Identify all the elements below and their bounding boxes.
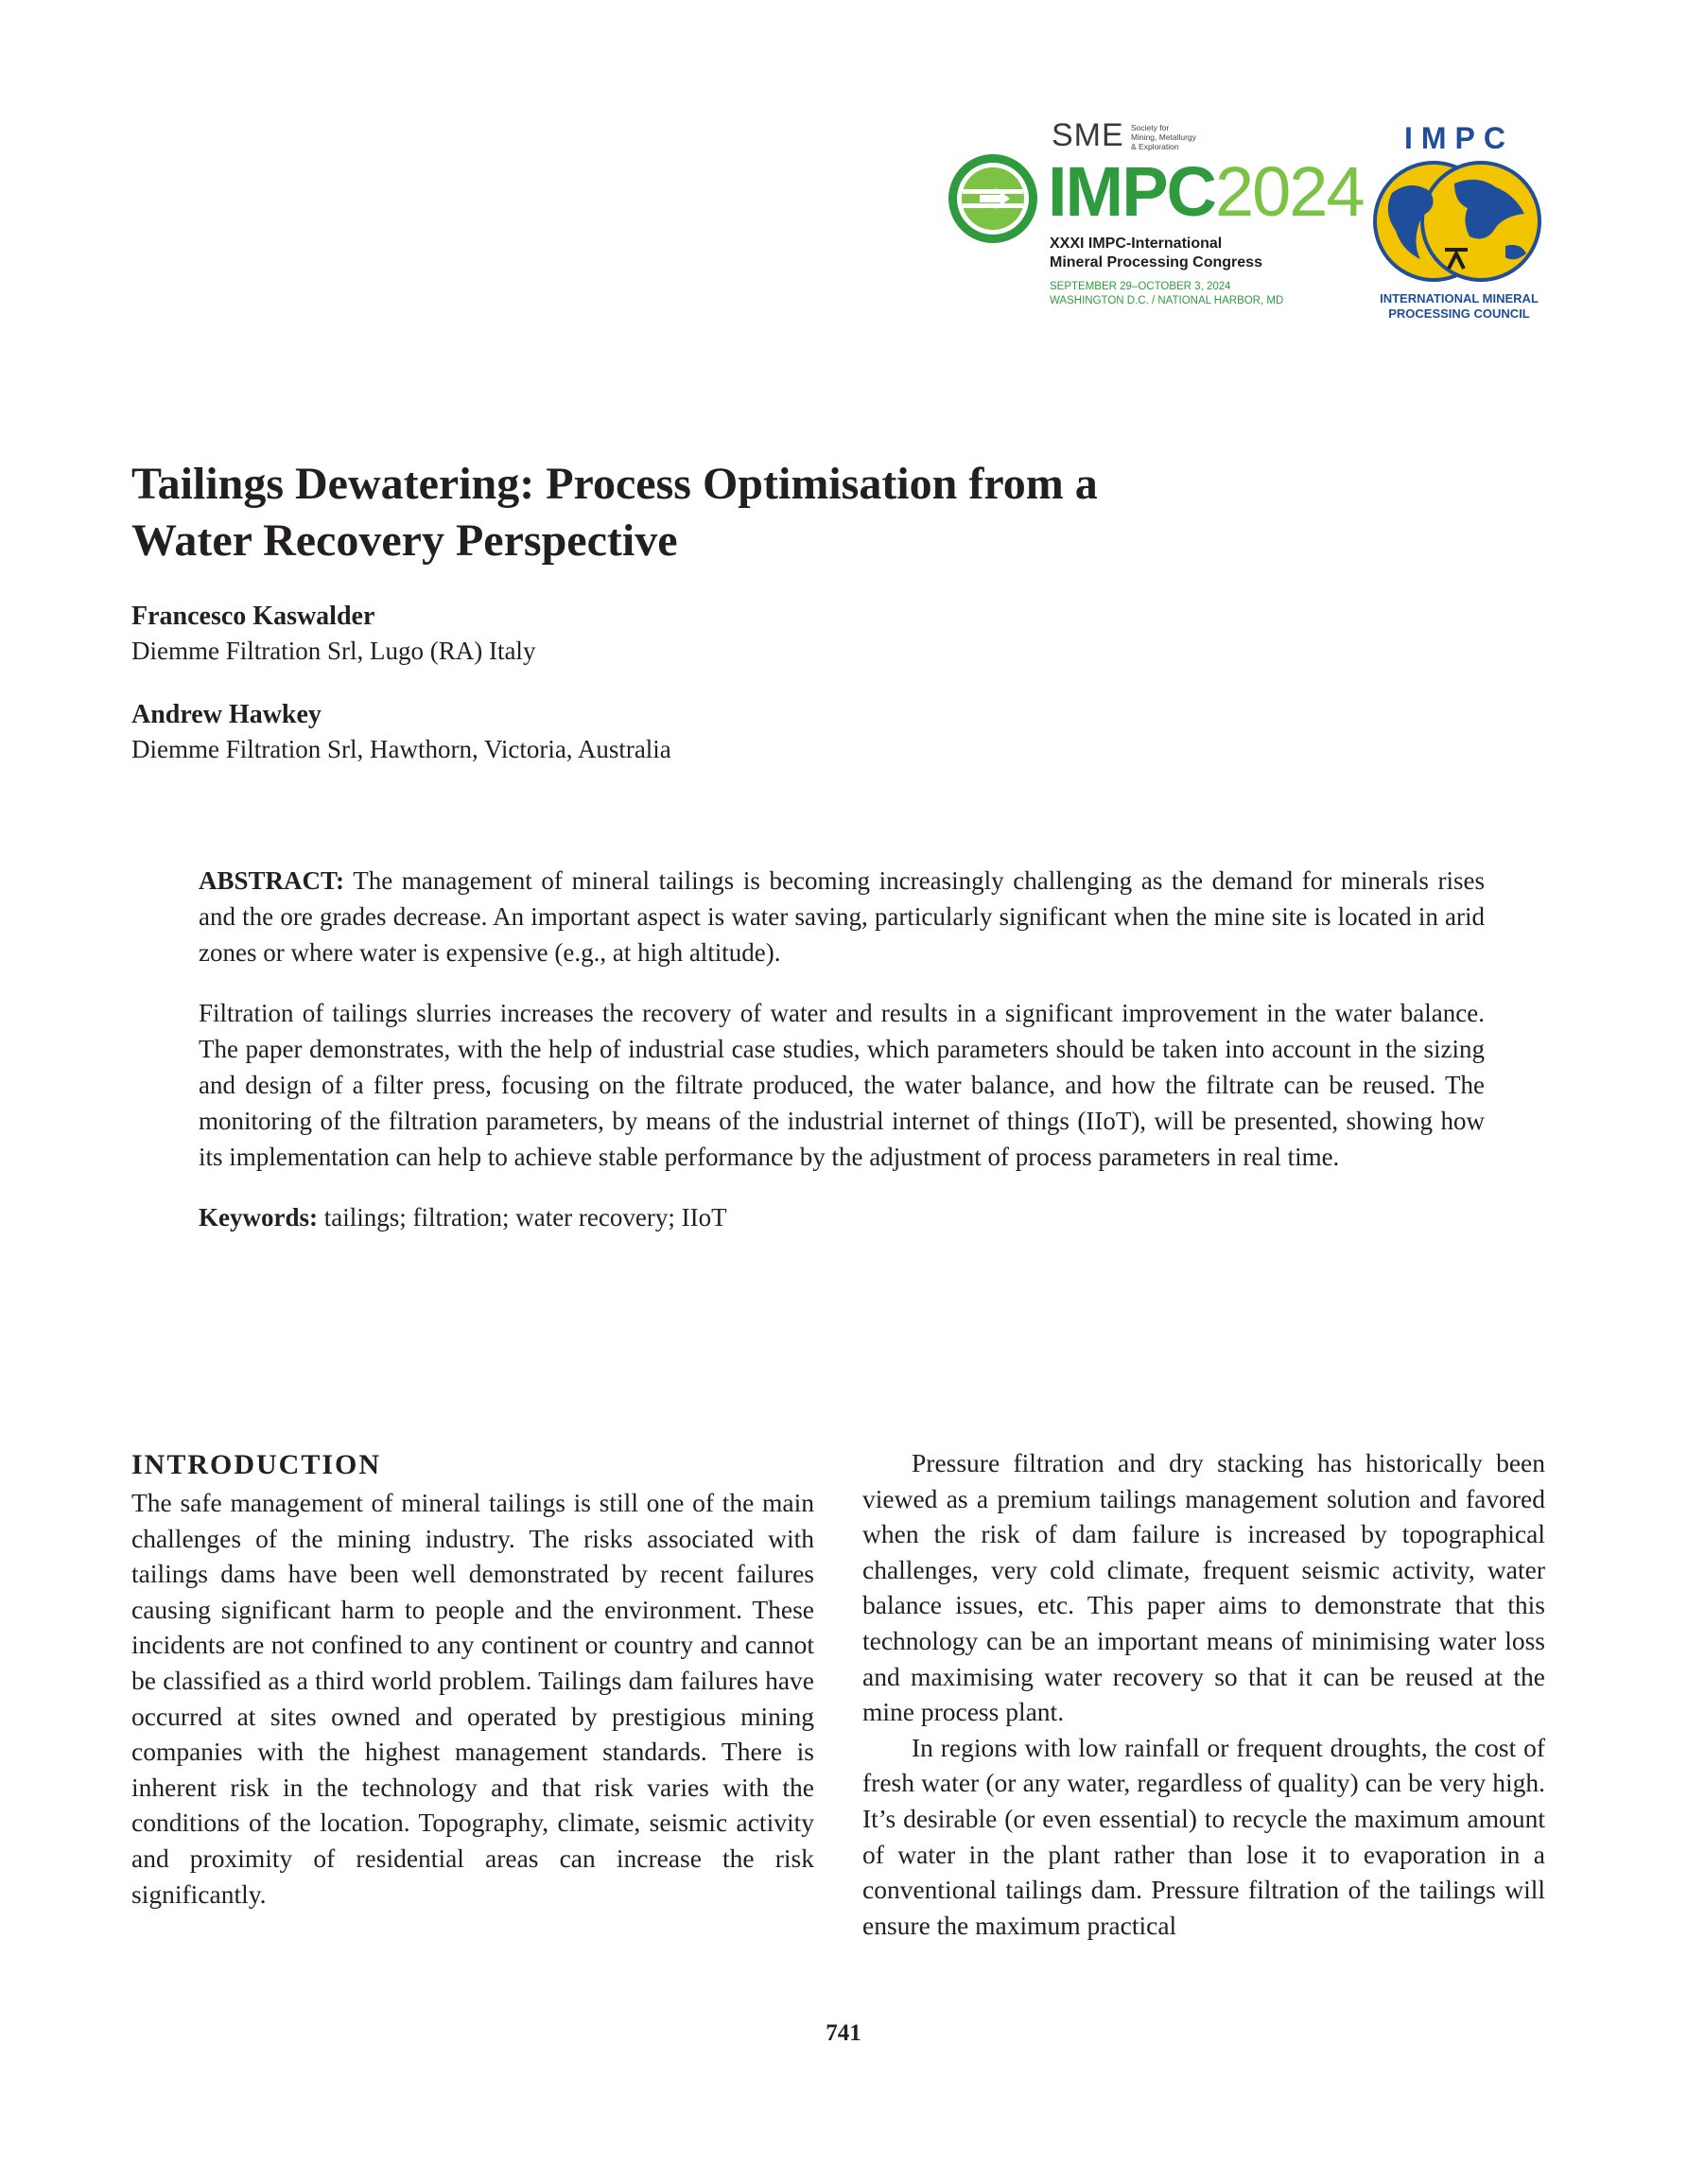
abstract-paragraph: Filtration of tailings slurries increases the recovery of water and results in a significant improvement in the water balance. The paper demonstrates, with the help of industrial case studies, which parameters should be taken into account in the sizing and design of a filter press, focusing on the filtrate produced, the water balance, and how the filtrate can be reused. The monitoring of the filtration parameters, by means of the industrial internet of things (IIoT), will be presented, showing how its implementation can help to achieve stable performance by the adjustment of process parameters in real time. [199, 999, 1485, 1171]
conference-logo [946, 112, 1364, 329]
author-affiliation: Diemme Filtration Srl, Lugo (RA) Italy [131, 637, 536, 665]
council-acronym: IMPC [1404, 121, 1514, 155]
abstract-label: ABSTRACT: [199, 866, 345, 895]
body-column-left [131, 1445, 814, 1912]
author-affiliation: Diemme Filtration Srl, Hawthorn, Victoria, Australia [131, 735, 671, 763]
keywords: Keywords: tailings; filtration; water recovery; IIoT [199, 1203, 727, 1232]
author-block [131, 698, 671, 766]
impc-2024-wordmark: IMPC2024 [1048, 152, 1364, 231]
body-paragraph: In regions with low rainfall or frequent droughts, the cost of fresh water (or any water, regardless of quality) can be very high. It’s desirable (or even essential) to recycle the maximum amount of water in the plant rather than lose it to evaporation in a conventional tailings dam. Pressure filtration of the tailings will ensure the maximum practical [862, 1732, 1545, 1940]
globe-icon [1364, 155, 1549, 288]
conference-dates: SEPTEMBER 29–OCTOBER 3, 2024 WASHINGTON D.C. / NATIONAL HARBOR, MD [1050, 281, 1284, 306]
keywords-label: Keywords: [199, 1203, 318, 1232]
council-logo [1360, 121, 1558, 329]
author-block [131, 600, 535, 668]
section-heading: INTRODUCTION [131, 1449, 382, 1480]
body-paragraph: Pressure filtration and dry stacking has historically been viewed as a premium tailings management solution and favored when the risk of dam failure is increased by topographical challenges, very cold climate, frequent seismic activity, water balance issues, etc. This paper aims to demonstrate that this technology can be an important means of minimising water loss and maximising water recovery so that it can be reused at the mine process plant. [862, 1448, 1545, 1727]
paper-title: Tailings Dewatering: Process Optimisation from a Water Recovery Perspective [131, 459, 1098, 566]
author-name: Francesco Kaswalder [131, 602, 375, 631]
body-paragraph: The safe management of mineral tailings is still one of the main challenges of the mining industry. The risks associated with tailings dams have been well demonstrated by recent failures causing significant harm to people and the environment. These incidents are not confined to any continent or country and cannot be classified as a third world problem. Tailings dam failures have occurred at sites owned and operated by prestigious mining companies with the highest management standards. There is inherent risk in the technology and that risk varies with the conditions of the location. Topography, climate, seismic activity and proximity of residential areas can increase the risk significantly. [131, 1488, 814, 1909]
author-name: Andrew Hawkey [131, 700, 322, 729]
sme-wordmark: SME [1052, 117, 1124, 153]
sme-tagline: Society for Mining, Metallurgy & Exploration [1131, 123, 1196, 151]
abstract-paragraph: ABSTRACT: The management of mineral tailings is becoming increasingly challenging as the demand for minerals rises and the ore grades decrease. An important aspect is water saving, particularly significant when the mine site is located in arid zones or where water is expensive (e.g., at high altitude). [199, 866, 1485, 967]
page-number: 741 [826, 2020, 861, 2046]
council-name: INTERNATIONAL MINERAL PROCESSING COUNCIL [1380, 291, 1539, 321]
abstract [199, 863, 1485, 1260]
body-column-right [862, 1445, 1545, 1943]
impc-emblem-icon [946, 151, 1040, 246]
conference-subtitle: XXXI IMPC-International Mineral Processing Congress [1050, 236, 1262, 271]
